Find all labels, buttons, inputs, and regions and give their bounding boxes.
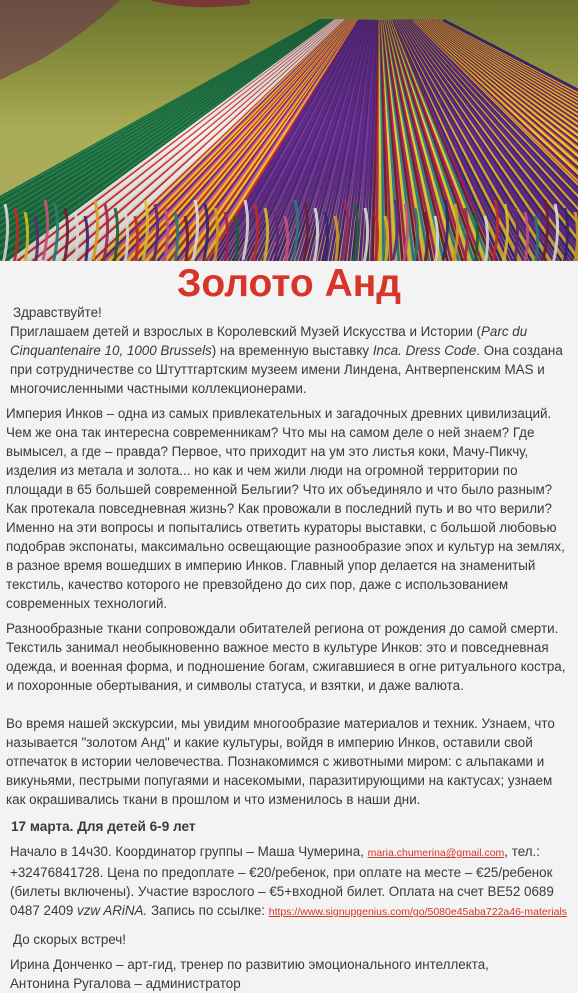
- spacer: [0, 695, 578, 714]
- greeting: Здравствуйте!: [0, 303, 578, 322]
- intro-text-3: . Она создана при сотрудничестве со Штуттгартским музеем имени Линдена, Антверпенским MAS и многочисленными частными коллекционерами.: [10, 343, 563, 396]
- paragraph-textiles: Разнообразные ткани сопровождали обитателей региона от рождения до самой смерти. Текстиль занимал необыкновенно важное место в культуре Инков: это и повседневная одежда, и военная форма, и подношение богам, сжигавшиеся в огне ритуального костра, и похоронные обертывания, и символы статуса, и взятки, и даже валюта.: [0, 619, 578, 695]
- event-text-2: , тел.: +32476841728. Цена по предоплате – €20/ребенок, при оплате на месте – €25/ребенок (билеты включены). Участие взрослого – €5+входной билет. Оплата на счет BE52 0689 0487 2409: [10, 844, 554, 918]
- event-title: 17 марта. Для детей 6-9 лет: [0, 817, 578, 836]
- event-details: [0, 842, 578, 922]
- coordinator-email-link[interactable]: maria.chumerina@gmail.com: [368, 847, 505, 859]
- loom-threads-illustration: [0, 0, 578, 261]
- signup-link[interactable]: https://www.signupgenius.com/go/5080e45aba722a46-materials: [269, 906, 567, 918]
- page-title: Золото Анд: [0, 261, 578, 307]
- paragraph-inca-empire: Империя Инков – одна из самых привлекательных и загадочных древних цивилизаций. Чем же она так интересна современникам? Что мы на самом деле о ней знаем? Где вымысел, а где – правда? Первое, что приходит на ум это листья коки, Мачу-Пикчу, изделия из метала и золота... но как и чем жили люди на огромной территории по площади в 65 большей современной Бельгии? Что их объединяло и что было разным? Как протекала повседневная жизнь? Как провожали в последний путь и во что верили? Именно на эти вопросы и попытались ответить кураторы выставки, с большой любовью подобрав экспонаты, максимально освещающие разнообразие эпох и культур на землях, в разное время вошедших в империю Инков. Главный упор делается на знаменитый текстиль, качество которого не превзойдено до сих пор, даже с использованием современных технологий.: [0, 404, 578, 613]
- farewell: До скорых встреч!: [0, 930, 578, 949]
- intro-text-2: ) на временную выставку: [212, 343, 373, 358]
- event-text-1: Начало в 14ч30. Координатор группы – Маша Чумерина,: [10, 844, 368, 859]
- signature-2: Антонина Ругалова – администратор: [0, 974, 578, 993]
- venue-address: Parc du Cinquantenaire 10, 1000 Brussels: [10, 324, 527, 358]
- intro-text-1: Приглашаем детей и взрослых в Королевский Музей Искусства и Истории (: [10, 324, 481, 339]
- signature-1: Ирина Донченко – арт-гид, тренер по развитию эмоционального интеллекта,: [0, 955, 578, 974]
- paragraph-excursion: Во время нашей экскурсии, мы увидим многообразие материалов и техник. Узнаем, что называется "золотом Анд" и какие культуры, войдя в империю Инков, оставили свой отпечаток в истории человечества. Познакомимся с животными миром: с альпаками и викуньями, пестрыми попугаями и насекомыми, паразитирующими на кактусах; узнаем как окрашивались ткани в прошлом и что изменилось в наши дни.: [0, 714, 578, 809]
- hero-image-woven-textile: [0, 0, 578, 261]
- account-name: vzw ARiNA.: [77, 903, 147, 918]
- intro-paragraph: [0, 322, 578, 398]
- event-text-3: Запись по ссылке:: [147, 903, 269, 918]
- exhibition-name: Inca. Dress Code: [373, 343, 476, 358]
